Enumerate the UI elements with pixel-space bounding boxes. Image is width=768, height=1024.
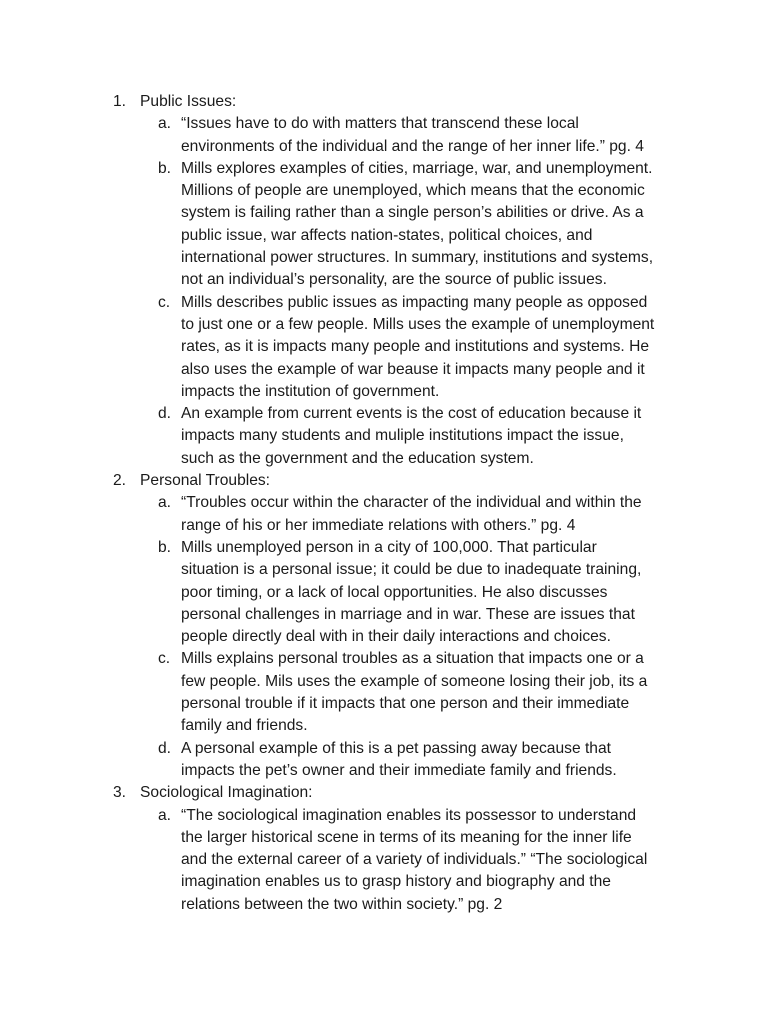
item-line: relations between the two within society.” pg. 2 (181, 895, 503, 913)
item-line: family and friends. (181, 717, 308, 735)
item-line: Mills explores examples of cities, marriage, war, and unemployment. (181, 159, 653, 177)
item-line: also uses the example of war beause it impacts many people and it (181, 360, 645, 378)
item-line: Mills describes public issues as impacting many people as opposed (181, 293, 648, 311)
item-line: environments of the individual and the range of her inner life.” pg. 4 (181, 137, 644, 155)
item-line: Mills explains personal troubles as a situation that impacts one or a (181, 650, 644, 668)
document-page (0, 91, 768, 916)
section-number: 3. (113, 784, 127, 802)
item-line: poor timing, or a lack of local opportunities. He also discusses (181, 583, 608, 601)
section-public-issues (0, 91, 768, 113)
item-line: and the external career of a variety of individuals.” “The sociological (181, 851, 648, 869)
item-line: impacts the pet’s owner and their immediate family and friends. (181, 761, 617, 779)
item-letter: a. (158, 806, 172, 824)
item-line: personal challenges in marriage and in war. These are issues that (181, 605, 635, 623)
item-line: not an individual’s personality, are the source of public issues. (181, 271, 607, 289)
item-line: A personal example of this is a pet passing away because that (181, 739, 611, 757)
item-line: Mills unemployed person in a city of 100,000. That particular (181, 538, 597, 556)
section-title: Sociological Imagination: (140, 784, 313, 802)
item-line: situation is a personal issue; it could be due to inadequate training, (181, 561, 642, 579)
list-item (0, 492, 768, 537)
item-line: “The sociological imagination enables its possessor to understand (181, 806, 637, 824)
item-line: impacts many students and muliple institutions impact the issue, (181, 427, 624, 445)
section-number: 2. (113, 472, 127, 490)
list-item (0, 292, 768, 403)
list-item (0, 113, 768, 158)
item-line: rates, as it is impacts many people and institutions and systems. He (181, 338, 650, 356)
item-letter: c. (158, 293, 171, 311)
item-line: “Troubles occur within the character of the individual and within the (181, 494, 642, 512)
section-sociological-imagination (0, 782, 768, 804)
item-letter: a. (158, 494, 172, 512)
item-line: such as the government and the education system. (181, 449, 534, 467)
list-item (0, 158, 768, 292)
list-item (0, 648, 768, 737)
item-line: personal trouble if it impacts that one person and their immediate (181, 695, 630, 713)
item-letter: c. (158, 650, 171, 668)
item-letter: d. (158, 739, 172, 757)
list-item (0, 403, 768, 470)
item-line: few people. Mils uses the example of someone losing their job, its a (181, 672, 648, 690)
item-line: people directly deal with in their daily interactions and choices. (181, 628, 611, 646)
section-personal-troubles (0, 470, 768, 492)
item-letter: b. (158, 159, 172, 177)
item-letter: b. (158, 538, 172, 556)
section-title: Personal Troubles: (140, 472, 271, 490)
item-line: international power structures. In summary, institutions and systems, (181, 249, 654, 267)
item-letter: a. (158, 115, 172, 133)
item-line: Millions of people are unemployed, which means that the economic (181, 182, 645, 200)
item-line: “Issues have to do with matters that transcend these local (181, 115, 579, 133)
item-line: the larger historical scene in terms of its meaning for the inner life (181, 828, 632, 846)
item-line: range of his or her immediate relations with others.” pg. 4 (181, 516, 576, 534)
item-line: An example from current events is the cost of education because it (181, 405, 642, 423)
item-line: impacts the institution of government. (181, 382, 440, 400)
item-line: to just one or a few people. Mills uses the example of unemployment (181, 315, 655, 333)
section-number: 1. (113, 93, 127, 110)
section-title: Public Issues: (140, 93, 237, 110)
item-letter: d. (158, 405, 172, 423)
item-line: imagination enables us to grasp history and biography and the (181, 873, 611, 891)
list-item (0, 805, 768, 916)
list-item (0, 738, 768, 783)
item-line: system is failing rather than a single person’s abilities or drive. As a (181, 204, 644, 222)
list-item (0, 537, 768, 648)
item-line: public issue, war affects nation-states, political choices, and (181, 226, 593, 244)
